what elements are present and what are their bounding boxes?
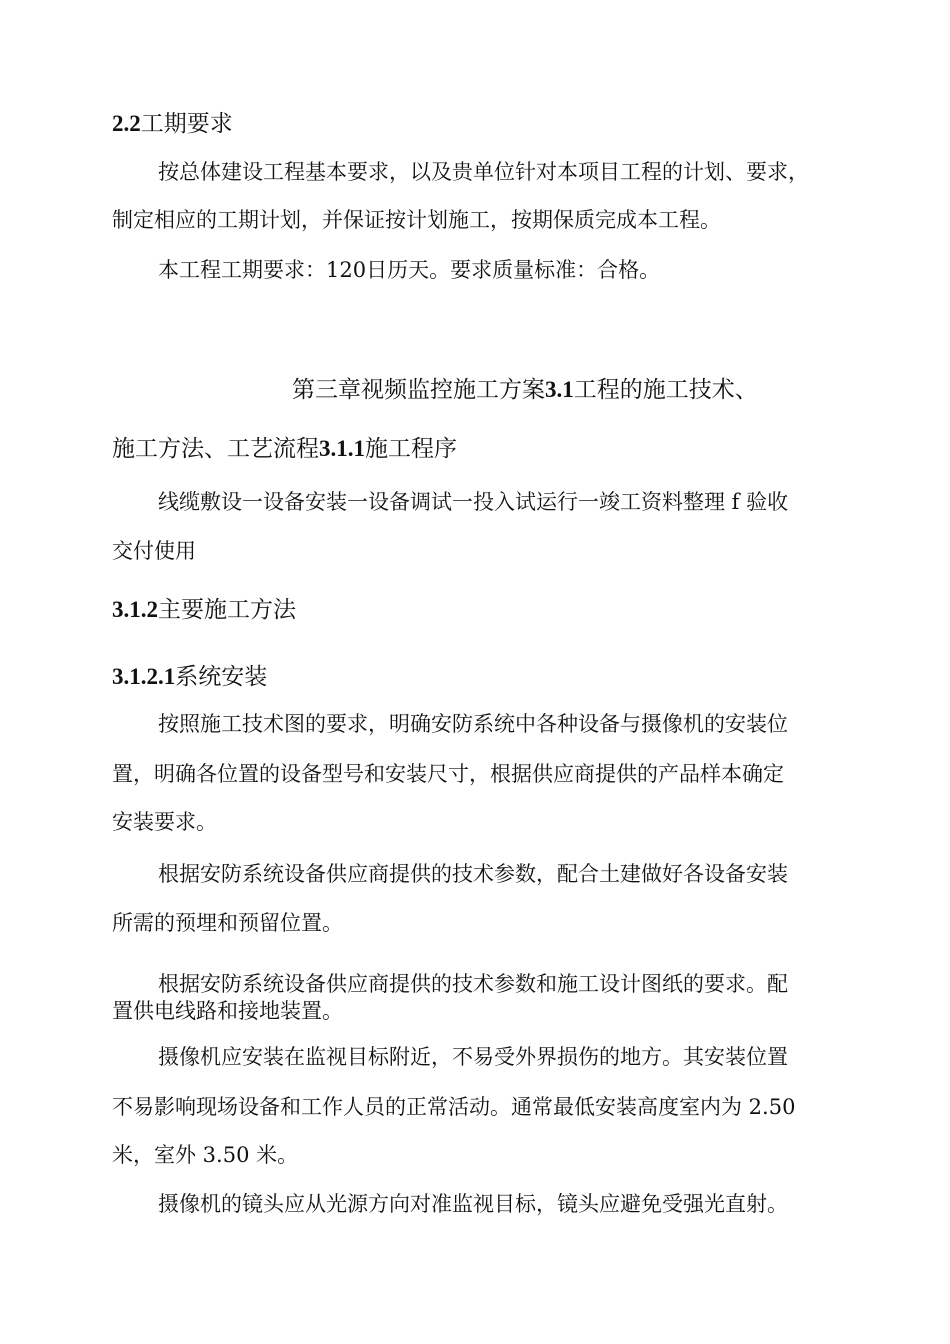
heading-title: 工程的施工技术、 (573, 377, 758, 403)
flow-line: 交付使用 (112, 539, 196, 563)
paragraph-line: 安装要求。 (112, 810, 217, 834)
heading-number: 3.1 (545, 377, 574, 402)
paragraph-line: 米，室外 3.50 米。 (112, 1143, 299, 1167)
heading-2-2 (112, 110, 233, 138)
paragraph-line: 根据安防系统设备供应商提供的技术参数和施工设计图纸的要求。配 (158, 972, 788, 996)
paragraph-line: 本工程工期要求：120日历天。要求质量标准：合格。 (158, 258, 661, 282)
paragraph-line: 置，明确各位置的设备型号和安装尺寸，根据供应商提供的产品样本确定 (112, 762, 784, 786)
heading-title: 施工方法、工艺流程 (112, 436, 319, 462)
flow-line: 线缆敷设一设备安装一设备调试一投入试运行一竣工资料整理 f 验收 (158, 490, 789, 514)
paragraph-line: 按总体建设工程基本要求，以及贵单位针对本项目工程的计划、要求， (158, 160, 809, 184)
heading-3-1-2 (112, 596, 296, 624)
heading-title: 施工程序 (365, 436, 457, 462)
paragraph-line: 制定相应的工期计划，并保证按计划施工，按期保质完成本工程。 (112, 208, 721, 232)
paragraph-line: 摄像机的镜头应从光源方向对准监视目标，镜头应避免受强光直射。 (158, 1192, 788, 1216)
heading-title: 系统安装 (175, 664, 268, 690)
chapter-heading-line2 (112, 435, 457, 463)
paragraph-line: 置供电线路和接地装置。 (112, 999, 343, 1023)
heading-number: 2.2 (112, 111, 141, 136)
heading-number: 3.1.1 (319, 436, 365, 461)
heading-number: 3.1.2 (112, 597, 158, 622)
paragraph-line: 所需的预埋和预留位置。 (112, 911, 343, 935)
heading-title: 主要施工方法 (158, 597, 296, 623)
paragraph-line: 摄像机应安装在监视目标附近，不易受外界损伤的地方。其安装位置 (158, 1045, 788, 1069)
paragraph-line: 不易影响现场设备和工作人员的正常活动。通常最低安装高度室内为 2.50 (112, 1095, 796, 1119)
heading-number: 3.1.2.1 (112, 664, 176, 689)
chapter-heading-line1 (292, 376, 758, 404)
heading-3-1-2-1 (112, 663, 267, 691)
chapter-title: 第三章视频监控施工方案 (292, 377, 545, 403)
paragraph-line: 按照施工技术图的要求，明确安防系统中各种设备与摄像机的安装位 (158, 712, 788, 736)
paragraph-line: 根据安防系统设备供应商提供的技术参数，配合土建做好各设备安装 (158, 862, 788, 886)
heading-title: 工期要求 (140, 111, 233, 137)
